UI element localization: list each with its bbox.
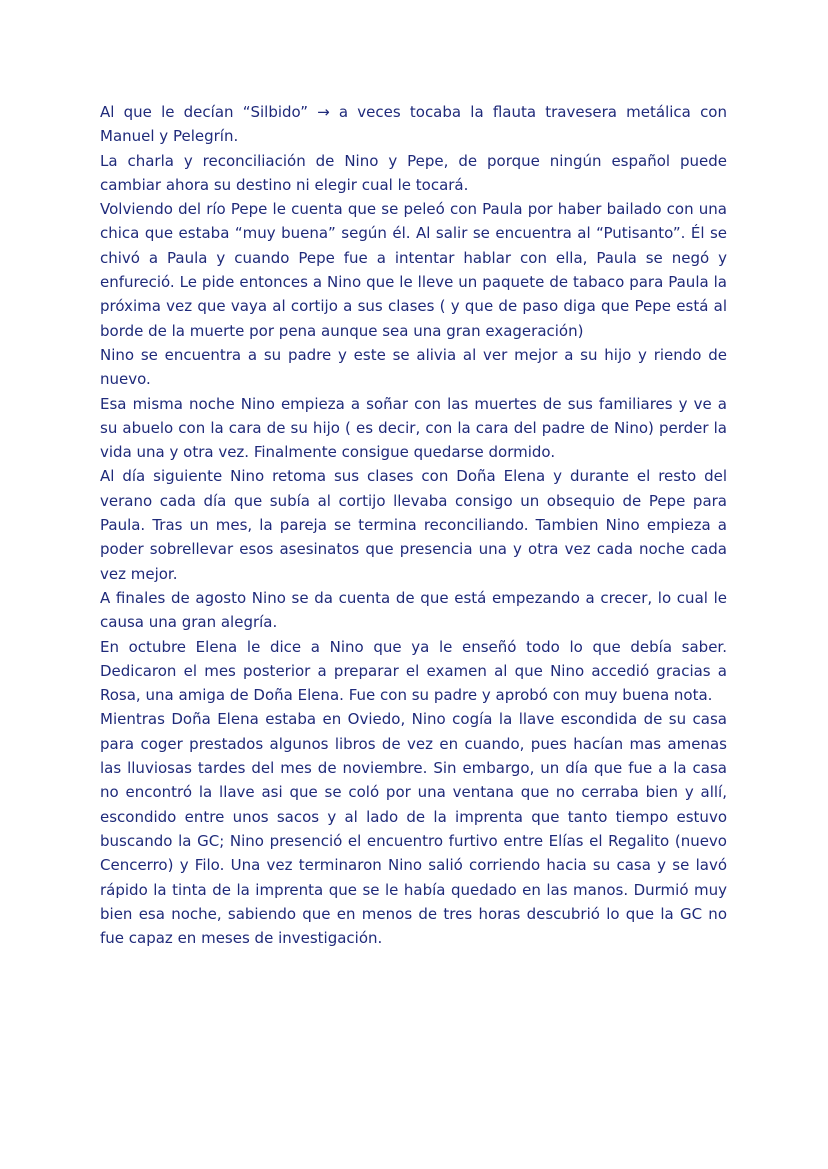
paragraph-oviedo: Mientras Doña Elena estaba en Oviedo, Nino cogía la llave escondida de su casa para coger prestados algunos libros de vez en cuando, pues hacían mas amenas las lluviosas tardes del mes de noviembre. Sin embargo, un día que fue a la casa no encontró la llave asi que se coló por una ventana que no cerraba bien y allí, escondido entre unos sacos y al lado de la imprenta que tanto tiempo estuvo buscando la GC; Nino presenció el encuentro furtivo entre Elías el Regalito (nuevo Cencerro) y Filo. Una vez terminaron Nino salió corriendo hacia su casa y se lavó rápido la tinta de la imprenta que se le había quedado en las manos. Durmió muy bien esa noche, sabiendo que en menos de tres horas descubrió lo que la GC no fue capaz en meses de investigación. (100, 710, 727, 948)
paragraph-octubre: En octubre Elena le dice a Nino que ya le enseñó todo lo que debía saber. Dedicaron el mes posterior a preparar el examen al que Nino accedió gracias a Rosa, una amiga de Doña Elena. Fue con su padre y aprobó con muy buena nota. (100, 637, 727, 705)
paragraph-dia-siguiente: Al día siguiente Nino retoma sus clases con Doña Elena y durante el resto del verano cada día que subía al cortijo llevaba consigo un obsequio de Pepe para Paula. Tras un mes, la pareja se termina reconciliando. Tambien Nino empieza a poder sobrellevar esos asesinatos que presencia una y otra vez cada noche cada vez mejor. (100, 467, 727, 583)
paragraph-agosto: A finales de agosto Nino se da cuenta de que está empezando a crecer, lo cual le causa una gran alegría. (100, 588, 727, 632)
paragraph-volviendo: Volviendo del río Pepe le cuenta que se peleó con Paula por haber bailado con una chica que estaba “muy buena” según él. Al salir se encuentra al “Putisanto”. Él se chivó a Paula y cuando Pepe fue a intentar hablar con ella, Paula se negó y enfureció. Le pide entonces a Nino que le lleve un paquete de tabaco para Paula la próxima vez que vaya al cortijo a sus clases ( y que de paso diga que Pepe está al borde de la muerte por pena aunque sea una gran exageración) (100, 200, 727, 340)
paragraph-noche: Esa misma noche Nino empieza a soñar con las muertes de sus familiares y ve a su abuelo con la cara de su hijo ( es decir, con la cara del padre de Nino) perder la vida una y otra vez. Finalmente consigue quedarse dormido. (100, 394, 727, 462)
paragraph-padre: Nino se encuentra a su padre y este se alivia al ver mejor a su hijo y riendo de nuevo. (100, 345, 727, 389)
paragraph-silbido: Al que le decían “Silbido” → a veces tocaba la flauta travesera metálica con Manuel y Pelegrín. (100, 103, 727, 146)
paragraph-charla: La charla y reconciliación de Nino y Pepe, de porque ningún español puede cambiar ahora su destino ni elegir cual le tocará. (100, 151, 727, 194)
document-page (100, 100, 727, 950)
